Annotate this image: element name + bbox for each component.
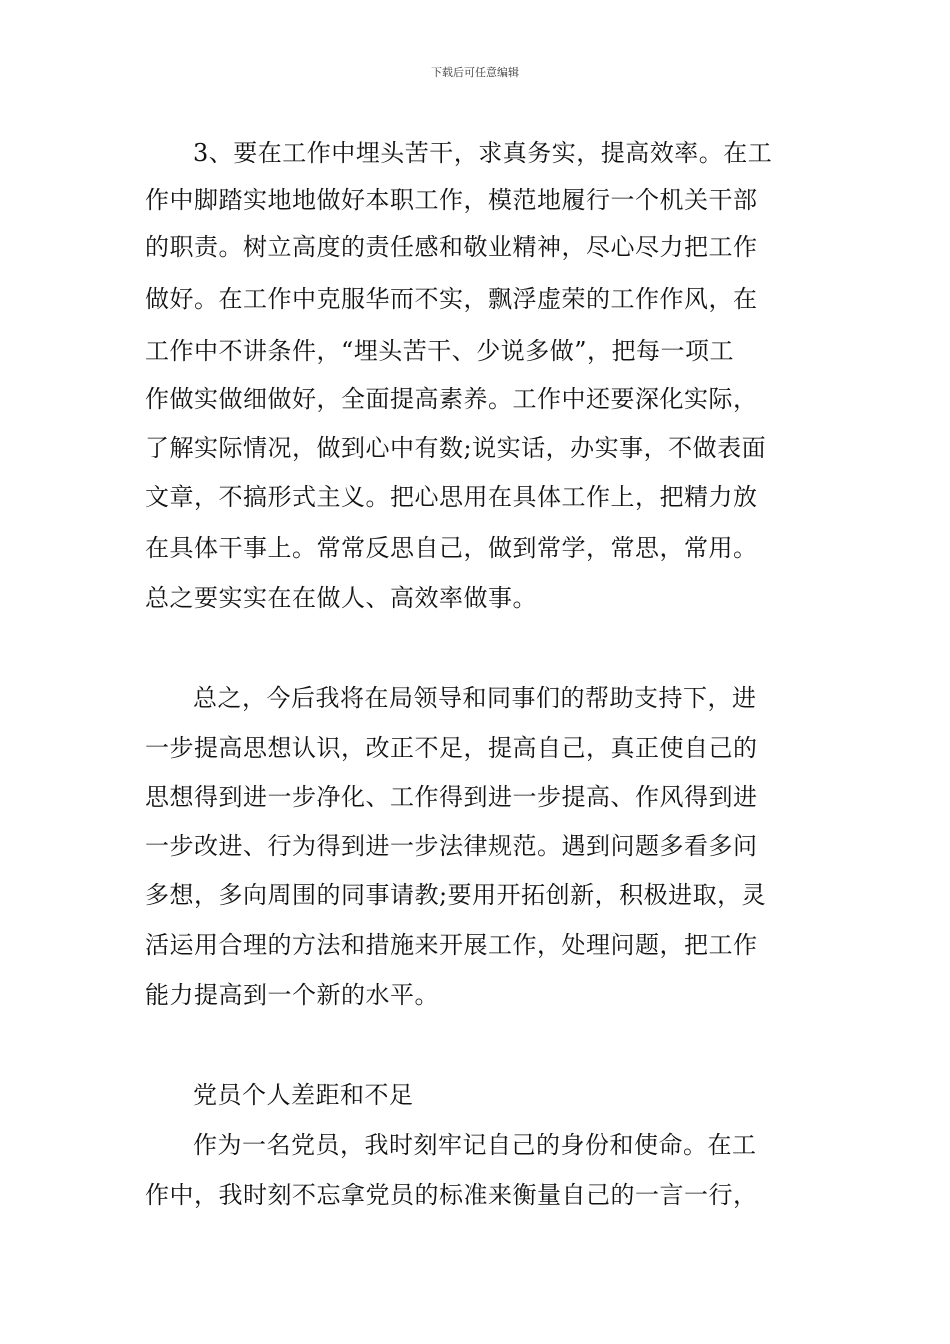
text-line: 在具体干事上。常常反思自己，做到常学，常思，常用。 [145,534,758,562]
text-line: 思想得到进一步净化、工作得到进一步提高、作风得到进 [145,783,758,811]
text-line: 总之，今后我将在局领导和同事们的帮助支持下，进 [193,684,757,712]
header-note: 下载后可任意编辑 [431,66,519,79]
text-line: 作中，我时刻不忘拿党员的标准来衡量自己的一言一行， [145,1181,758,1209]
text-line: 活运用合理的方法和措施来开展工作，处理问题，把工作 [145,931,758,959]
text-line: 文章，不搞形式主义。把心思用在具体工作上，把精力放 [145,483,758,511]
text-line: 一步改进、行为得到进一步法律规范。遇到问题多看多问 [145,832,758,860]
text-line: 做好。在工作中克服华而不实，飘浮虚荣的工作作风，在 [145,285,758,313]
text-line: 多想，多向周围的同事请教;要用开拓创新，积极进取，灵 [145,881,767,909]
text-line: 一步提高思想认识，改正不足，提高自己，真正使自己的 [145,734,758,762]
text-line: 了解实际情况，做到心中有数;说实话，办实事，不做表面 [145,434,767,462]
text-line: 作做实做细做好，全面提高素养。工作中还要深化实际， [145,385,758,413]
text-line: 的职责。树立高度的责任感和敬业精神，尽心尽力把工作 [145,233,758,261]
text-line: 工作中不讲条件，“埋头苦干、少说多做”，把每一项工 [145,337,735,365]
text-line: 作中脚踏实地地做好本职工作，模范地履行一个机关干部 [145,186,758,214]
text-line: 3、要在工作中埋头苦干，求真务实，提高效率。在工 [193,139,773,167]
text-line: 总之要实实在在做人、高效率做事。 [145,584,537,612]
text-line: 作为一名党员，我时刻牢记自己的身份和使命。在工 [193,1131,757,1159]
text-line: 能力提高到一个新的水平。 [145,981,439,1009]
section-heading: 党员个人差距和不足 [193,1081,414,1109]
